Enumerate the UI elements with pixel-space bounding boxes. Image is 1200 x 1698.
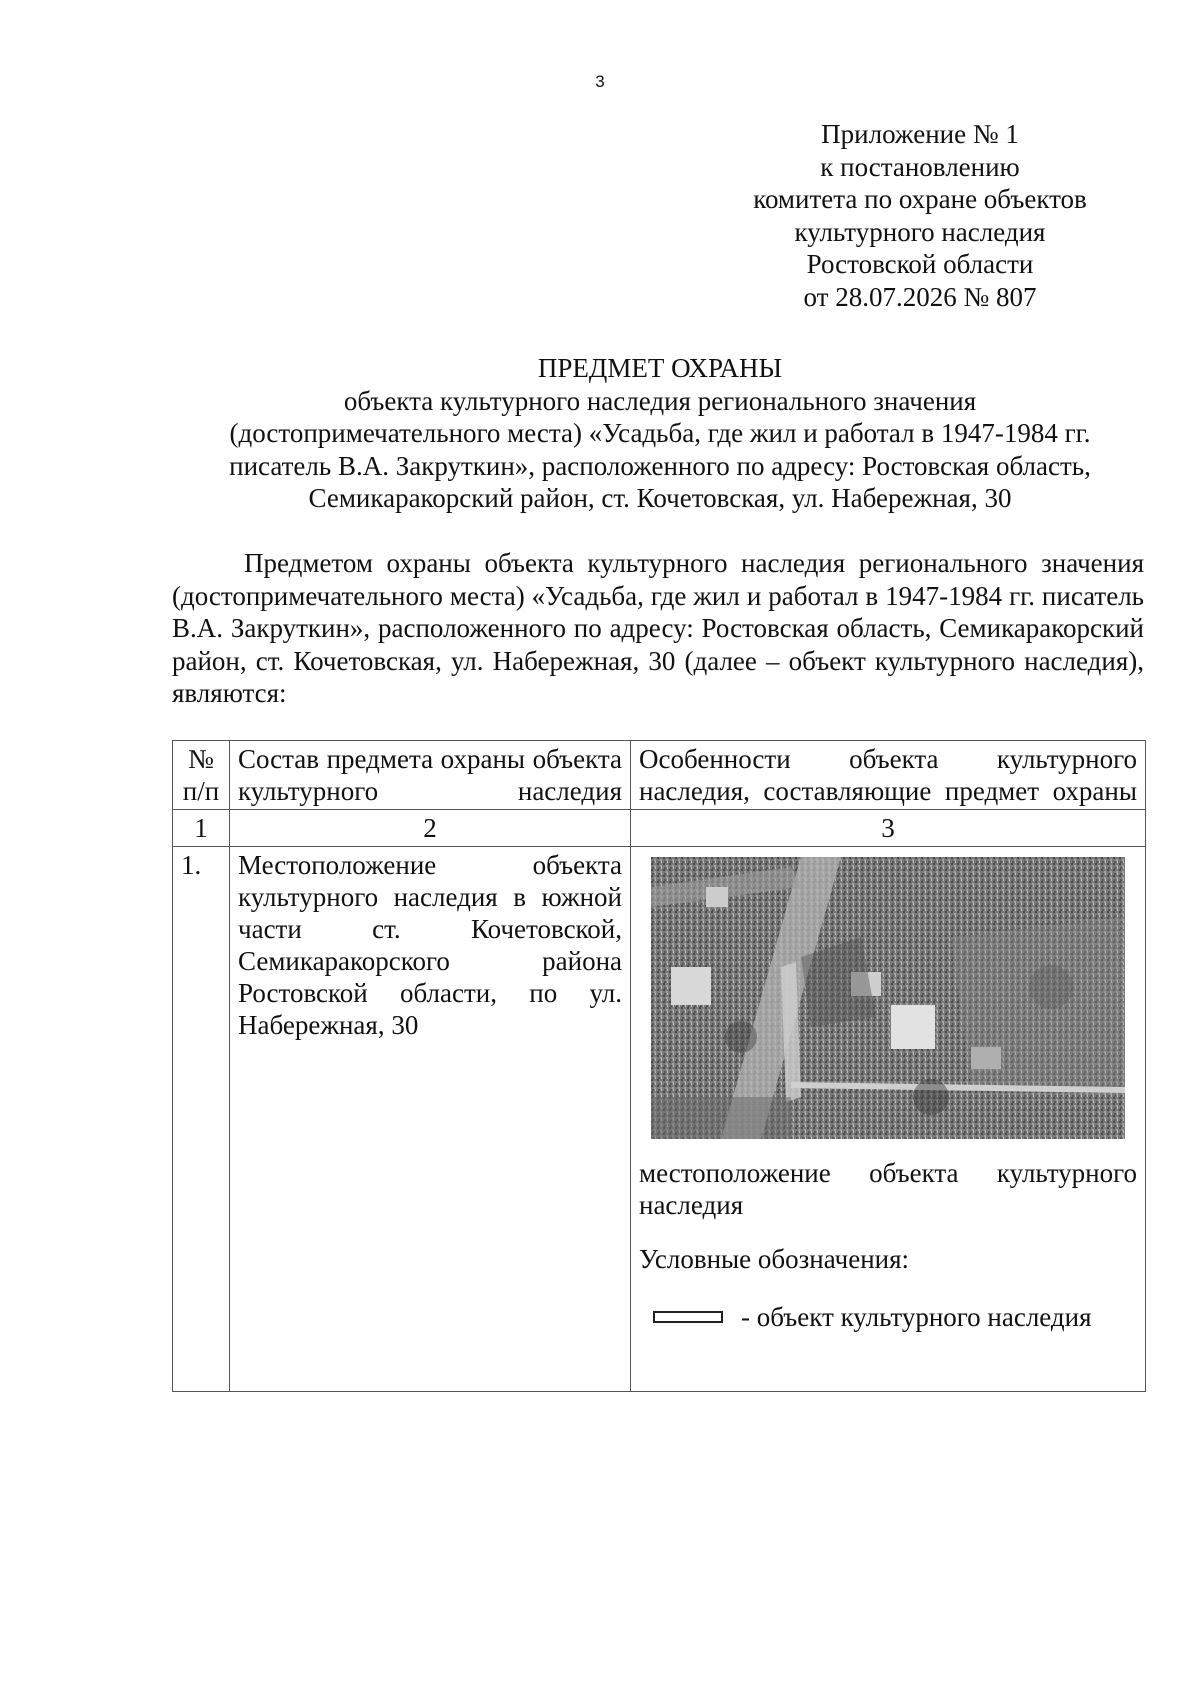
- legend-title: Условные обозначения:: [639, 1244, 910, 1274]
- legend-swatch: [653, 1311, 723, 1323]
- row-composition: Местоположение объекта культурного наследия в южной части ст. Кочетовской, Семикаракорского района Ростовской области, по ул. Набережная, 30: [230, 847, 631, 1392]
- appendix-line: к постановлению: [820, 151, 1020, 182]
- legend-row: [639, 1301, 1137, 1333]
- appendix-line: от 28.07.2026 № 807: [803, 281, 1037, 312]
- appendix-block: [700, 118, 1140, 313]
- row-number: 1.: [173, 847, 230, 1392]
- photo-caption-continued: наследия: [639, 1190, 744, 1220]
- photo-caption: местоположение объекта культурного: [639, 1158, 1137, 1188]
- row-features: [631, 847, 1146, 1392]
- appendix-line: комитета по охране объектов: [753, 184, 1087, 214]
- table-row: [173, 847, 1146, 1392]
- title-line: объекта культурного наследия регионального значения: [343, 385, 977, 416]
- title-line: (достопримечательного места) «Усадьба, где жил и работал в 1947-1984 гг.: [229, 418, 1091, 448]
- appendix-line: Приложение № 1: [821, 119, 1019, 149]
- index-cell: 2: [230, 810, 631, 847]
- page-number: 3: [595, 72, 605, 91]
- title-heading: ПРЕДМЕТ ОХРАНЫ: [537, 353, 783, 383]
- index-cell: 1: [173, 810, 230, 847]
- table-header-row: [173, 741, 1146, 810]
- intro-paragraph: Предметом охраны объекта культурного наследия регионального значения (достопримечательного места) «Усадьба, где жил и работал в 1947-1984 гг. писатель В.А. Закруткин», расположенного по адресу: Ростовская область, Семикаракорский район, ст. Кочетовская, ул. Набережная, 30 (далее – объект культурного наследия), являются:: [172, 548, 1144, 708]
- appendix-line: Ростовской области: [806, 249, 1034, 279]
- index-cell: 3: [631, 810, 1146, 847]
- protection-table: [172, 740, 1146, 1392]
- title-line: писатель В.А. Закруткин», расположенного по адресу: Ростовская область,: [229, 450, 1091, 481]
- aerial-photo: [651, 857, 1125, 1139]
- title-line: Семикаракорский район, ст. Кочетовская, ул. Набережная, 30: [308, 483, 1012, 513]
- header-composition: Состав предмета охраны объекта культурного наследия: [230, 741, 631, 810]
- document-title: [120, 352, 1200, 515]
- header-number: № п/п: [173, 741, 230, 810]
- legend-label: - объект культурного наследия: [741, 1302, 1092, 1332]
- header-features: Особенности объекта культурного наследия, составляющие предмет охраны: [631, 741, 1146, 810]
- table-index-row: [173, 810, 1146, 847]
- appendix-line: культурного наследия: [794, 216, 1046, 247]
